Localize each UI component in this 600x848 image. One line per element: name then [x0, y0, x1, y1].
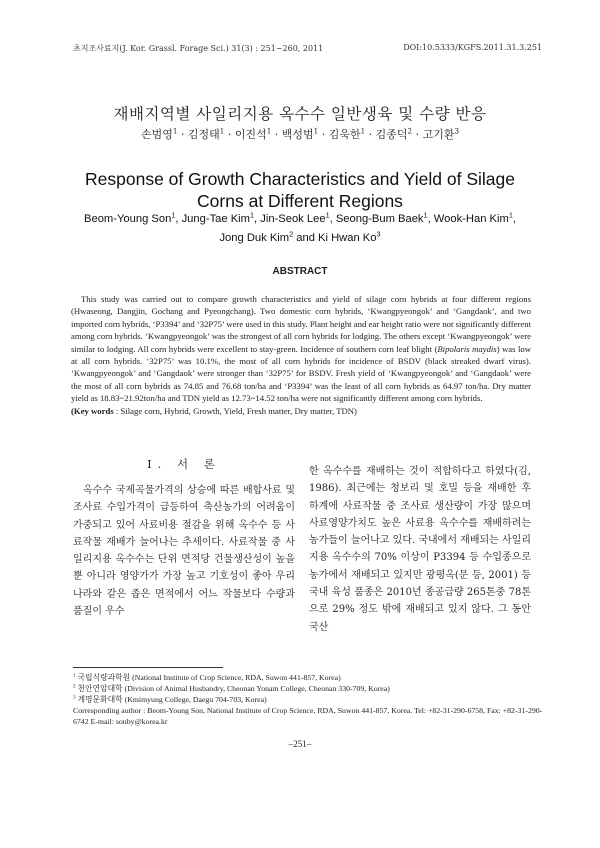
author-separator: · — [271, 128, 282, 141]
right-column — [309, 463, 531, 636]
korean-author-name: 김종덕 — [375, 128, 408, 141]
author-joiner: , — [427, 213, 434, 225]
author-separator: · — [365, 128, 376, 141]
english-author-affil: 3 — [376, 229, 381, 239]
right-column-text: 한 옥수수를 재배하는 것이 적합하다고 하였다(김, 1986). 최근에는 청보리 및 호밀 등을 재배한 후 하계에 사료작물 중 조사료 생산량이 가장 많으며 사료영양가치도 높은 사료용 옥수수를 재배하려는 농가들이 늘어나고 있다. 국내에서 재배되는 사일리지용 옥수수의 70% 이상이 P3394 등 수입종으로 농가에서 재배되고 있지만 광평옥(문 등, 2001) 등 국내 육성 품종은 2010년 종공급량 265톤중 78톤으로 29% 정도 밖에 재배되고 있지 않다. 그 동안 국산 — [309, 466, 531, 633]
keywords-label: (Key words — [71, 405, 114, 416]
english-author-name: Jung-Tae Kim — [181, 213, 250, 225]
korean-authors — [0, 126, 600, 142]
footnote-affil-1: $^1$ 국립식량과학원 (National Institute of Crop Science, RDA, Suwon 441-857, Korea) — [73, 672, 341, 682]
footnote-affil-3-text: 계명문화대학 (Kmimyung College, Daegu 704-703, Korea) — [77, 695, 267, 704]
korean-author-affil: 1 — [219, 126, 225, 136]
korean-title: 재배지역별 사일리지용 옥수수 일반생육 및 수량 반응 — [113, 105, 487, 123]
english-author-name: Beom-Young Son — [84, 213, 172, 225]
abstract-body — [71, 293, 531, 417]
english-authors-line1 — [0, 210, 600, 225]
korean-author-name: 고기환 — [422, 128, 455, 141]
author-joiner: , — [254, 213, 261, 225]
english-author-affil: 1 — [249, 210, 255, 220]
section-heading: Ⅰ. 서 론 — [147, 457, 221, 471]
english-author-name: Wook-Han Kim — [433, 213, 509, 225]
abstract-species: Bipolaris maydis — [437, 343, 497, 354]
korean-author-name: 김정태 — [187, 128, 220, 141]
korean-author-affil: 1 — [266, 126, 272, 136]
author-separator: · — [412, 128, 423, 141]
left-column-text: 옥수수 국제곡물가격의 상승에 따른 배합사료 및 조사료 수입가격이 급등하여 축산농가의 어려움이 가중되고 있어 사료비용 절감을 위해 옥수수 등 사료작물 재배가 늘어나는 추세이다. 사료작물 중 사일리지용 옥수수는 단위 면적당 건물생산성이 높을 뿐 아니라 영양가가 가장 높고 기호성이 좋아 우리나라와 같은 좁은 면적에서 어느 작물보다 수량과 품질이 우수 — [73, 485, 295, 618]
author-joiner: , — [512, 213, 516, 225]
korean-author-name: 김욱한 — [328, 128, 361, 141]
english-authors-line2 — [0, 229, 600, 244]
english-title-line2: Corns at Different Regions — [197, 191, 403, 211]
author-joiner: , — [329, 213, 336, 225]
keywords-list: : Silage corn, Hybrid, Growth, Yield, Fresh matter, Dry matter, TDN) — [113, 405, 357, 416]
english-author-affil: 1 — [171, 210, 176, 220]
page-number: –251– — [288, 739, 312, 749]
author-separator: · — [224, 128, 235, 141]
english-author-name: Seong-Bum Baek — [335, 213, 424, 225]
korean-author-name: 손범영 — [140, 128, 173, 141]
journal-citation: 초지조사료지(J. Kor. Grassl. Forage Sci.) 31(3) : 251~260, 2011 — [73, 44, 324, 53]
corresponding-author — [73, 705, 543, 728]
english-author-name: Jong Duk Kim — [219, 232, 290, 244]
english-author-name: Ki Hwan Ko — [318, 232, 377, 244]
left-column — [73, 482, 295, 620]
abstract-text-rest: ) was low at all corn hybrids. ‘32P75’ was 10.1%, the most of all corn hybrids for incidence of BSDV (black streaked dwarf virus). ‘Kwangpyeongok’ and ‘Gangdaok’ were stronger than ‘32P75’ for BSDV. Fresh yield of ‘Kwangpyeongok’ and ‘Gangdaok’ were the most of all corn hybrids as 74.85 and 76.68 ton/ha and ‘P3394’ was the least of all corn hybrids as 64.97 ton/ha. Dry matter yield as 18.83~21.92ton/ha and TDN yield as 12.73~14.52 ton/ha were not significantly different among corn hybrids. — [71, 343, 531, 404]
korean-author-affil: 1 — [360, 126, 366, 136]
english-author-affil: 1 — [423, 210, 428, 220]
corresponding-label: Corresponding author : — [73, 706, 148, 715]
abstract-text: This study was carried out to compare growth characteristics and yield of silage corn hybrids at four different regions (Hwaseong, Dangjin, Gochang and Pyeongchang). Two domestic corn hybrids, ‘Kwangpyeongok’ and ‘Gangdaok’, and two imported corn hybrids, ‘P3394’ and ‘32P75’ were used in this study. Plant height and ear height ratio were not significantly different among corn hybrids. ‘Kwangpyeongok’ was the strongest of all corn hybrids for lodging. The others except ‘Kwangpyeongok’ were similar to lodging. All corn hybrids were excellent to stay-green. Incidence of southern corn leaf blight ( — [71, 294, 531, 354]
author-joiner: and — [293, 232, 319, 244]
abstract-heading: ABSTRACT — [272, 266, 328, 277]
korean-author-name: 백성범 — [281, 128, 314, 141]
footnote-affil-2-text: 천안연암대학 (Division of Animal Husbandry, Cheonan Yonam College, Cheonan 330-709, Korea) — [77, 684, 390, 693]
english-title-line1: Response of Growth Characteristics and Yield of Silage — [85, 169, 515, 189]
english-author-affil: 1 — [325, 210, 330, 220]
english-author-affil: 2 — [289, 229, 294, 239]
korean-author-affil: 2 — [407, 126, 413, 136]
footnote-affil-2: $^2$ 천안연암대학 (Division of Animal Husbandry, Cheonan Yonam College, Cheonan 330-709, Korea) — [73, 683, 390, 693]
english-author-name: Jin-Seok Lee — [260, 213, 326, 225]
english-author-affil: 1 — [508, 210, 513, 220]
korean-author-name: 이진석 — [234, 128, 267, 141]
corresponding-text: Beom-Young Son, National Institute of Crop Science, RDA, Suwon 441-857, Korea. Tel: +82-31-290-6758, Fax: +82-31-290-6742 E-mail: sonby@korea.kr — [73, 706, 543, 727]
keywords — [71, 405, 531, 417]
footnote-affil-3: $^3$ 계명문화대학 (Kmimyung College, Daegu 704-703, Korea) — [73, 694, 267, 704]
doi: DOI:10.5333/KGFS.2011.31.3.251 — [403, 43, 542, 52]
korean-author-affil: 3 — [454, 126, 460, 136]
footnote-rule — [73, 667, 223, 668]
author-separator: · — [318, 128, 329, 141]
footnote-affil-1-text: 국립식량과학원 (National Institute of Crop Science, RDA, Suwon 441-857, Korea) — [77, 673, 341, 682]
korean-author-affil: 1 — [313, 126, 319, 136]
author-joiner: , — [175, 213, 182, 225]
korean-author-affil: 1 — [172, 126, 178, 136]
author-separator: · — [177, 128, 188, 141]
